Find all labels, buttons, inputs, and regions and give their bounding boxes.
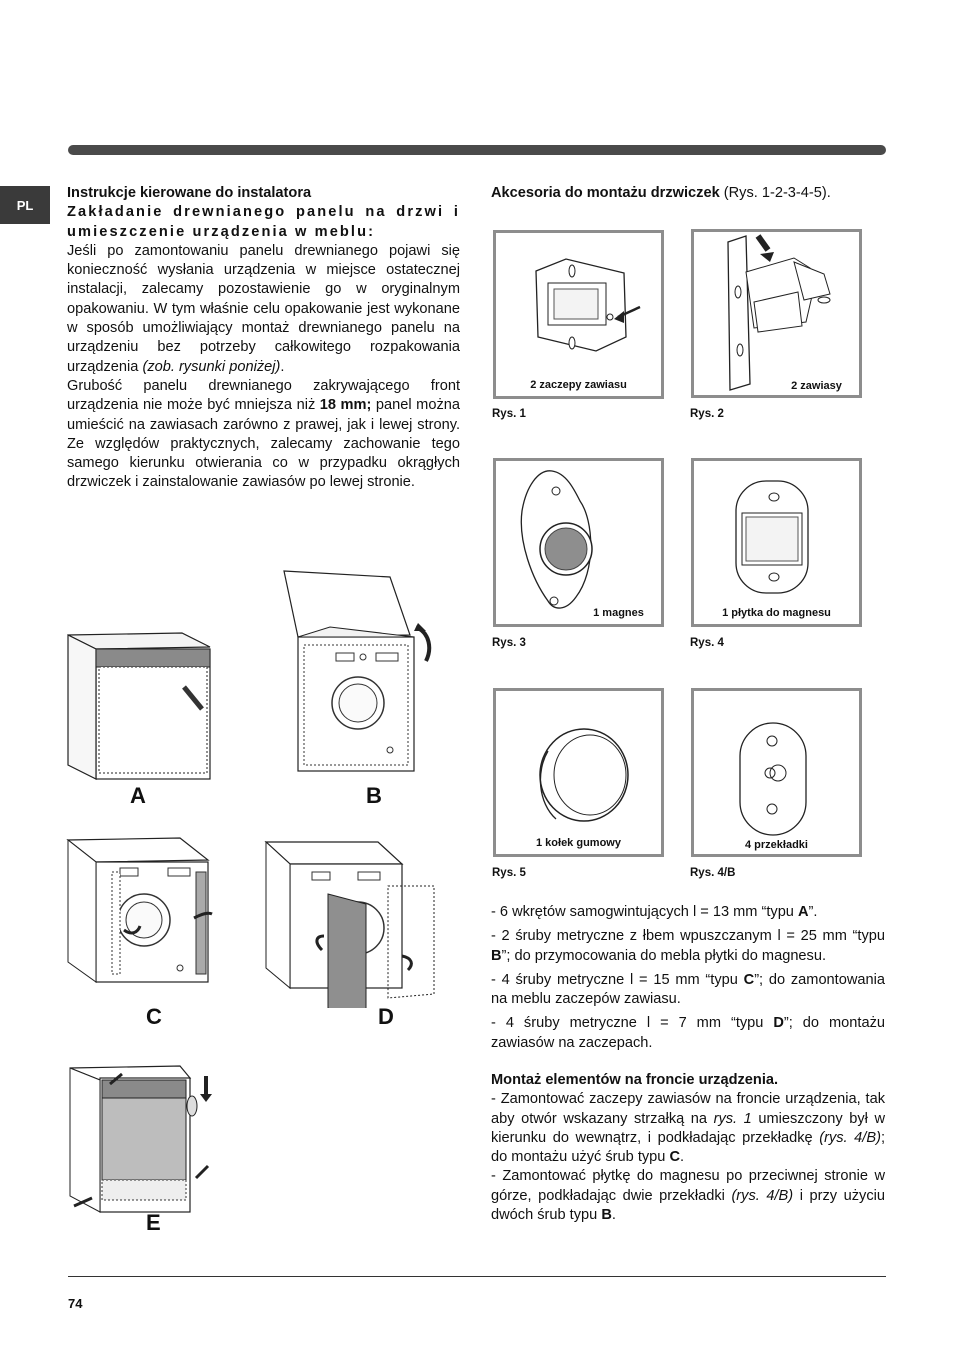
rubber-peg-icon [496,691,661,854]
installer-heading: Instrukcje kierowane do instalatora [67,185,312,201]
figure-caption: 1 magnes [593,607,644,619]
figure-caption: 1 płytka do magnesu [722,607,831,619]
washer-hinge-fitting-illustration [62,832,222,997]
figure-magnet [493,458,664,627]
accessories-section [491,184,885,203]
footer-rule [68,1276,886,1277]
figure-magnet-plate [691,458,862,627]
figure-label: Rys. 4/B [690,867,736,879]
illustration-label-a: A [130,783,146,808]
list-item: - 4 śruby metryczne l = 15 mm “typu C”; do zamontowania na meblu zaczepów zawiasu. [491,971,885,1008]
figure-label: Rys. 3 [492,637,526,649]
appliance-panel-fixing-illustration [62,1060,222,1220]
list-item: - 6 wkrętów samogwintujących l = 13 mm “typu A”. [491,904,818,920]
list-item: - 2 śruby metryczne z łbem wpuszczanym l = 25 mm “typu B”; do przymocowania do mebla płytki do magnesu. [491,928,885,964]
figure-label: Rys. 5 [492,867,526,879]
appliance-with-panel-illustration [62,625,222,795]
mounting-heading: Montaż elementów na froncie urządzenia. [491,1072,779,1088]
page-number: 74 [68,1296,83,1311]
illustration-label-d: D [378,1004,394,1029]
header-rule [68,145,886,155]
figure-label: Rys. 1 [492,408,526,420]
mounting-section [491,1071,885,1225]
paragraph-packaging: Jeśli po zamontowaniu panelu drewnianego pojawi się konieczność wysłania urządzenia w miejsce ostatecznej instalacji, zalecamy pozostawienie go w oryginalnym opakowaniu. W tym właśnie celu opakowanie jest wykonane w sposób umożliwiający montaż drewnianego panelu na urządzeniu bez potrzeby całkowitego rozpakowania urządzenia (zob. rysunki poniżej). [67,242,460,375]
hinge-icon [694,232,859,395]
figure-label: Rys. 2 [690,408,724,420]
figure-spacers [691,688,862,857]
figure-caption: 1 kołek gumowy [536,837,621,849]
illustration-label-c: C [146,1004,162,1029]
figure-caption: 4 przekładki [745,839,808,851]
mounting-step-hinges: - Zamontować zaczepy zawiasów na froncie urządzenia, tak aby otwór wskazany strzałką na rys. 1 umieszczony był w kierunku do wewnątrz, i podkładając przekładkę (rys. 4/B); do montażu użyć śrub typu C. [491,1091,886,1166]
illustration-label-b: B [366,783,382,808]
accessories-title: Akcesoria do montażu drzwiczek (Rys. 1-2-3-4-5). [491,185,831,201]
list-item: - 4 śruby metryczne l = 7 mm “typu D”; do montażu zawiasów na zaczepach. [491,1015,885,1051]
washer-panel-mounting-illustration [262,838,440,1008]
washer-opening-box-illustration [280,565,440,795]
figure-label: Rys. 4 [690,637,724,649]
language-tab: PL [0,186,50,224]
illustration-label-e: E [146,1210,161,1235]
figure-rubber-peg [493,688,664,857]
paragraph-panel-thickness: Grubość panelu drewnianego zakrywającego front urządzenia nie może być mniejsza niż 18 mm; panel można umieścić na zawiasach zarówno z prawej, jak i lewej strony. Ze względów praktycznych, zalecamy zachowanie tego samego kierunku otwierania co w przypadku okrągłych drzwiczek i zainstalowanie zawiasów po lewej stronie. [67,377,460,491]
magnet-plate-icon [694,461,859,624]
screw-list [491,903,885,1058]
figure-caption: 2 zawiasy [791,380,842,392]
spacer-icon [694,691,859,854]
figure-hinge [691,229,862,398]
figure-hinge-bracket [493,230,664,399]
hinge-bracket-icon [496,233,661,396]
figure-caption: 2 zaczepy zawiasu [530,379,627,391]
panel-section-heading: Zakładanie drewnianego panelu na drzwi i umieszczenie urządzenia w meblu: [67,204,460,240]
installer-instructions [67,184,460,493]
magnet-icon [496,461,661,624]
mounting-step-magnet-plate: - Zamontować płytkę do magnesu po przeciwnej stronie w górze, podkładając dwie przekładki (rys. 4/B) i przy użyciu dwóch śrub typu B. [491,1168,886,1224]
